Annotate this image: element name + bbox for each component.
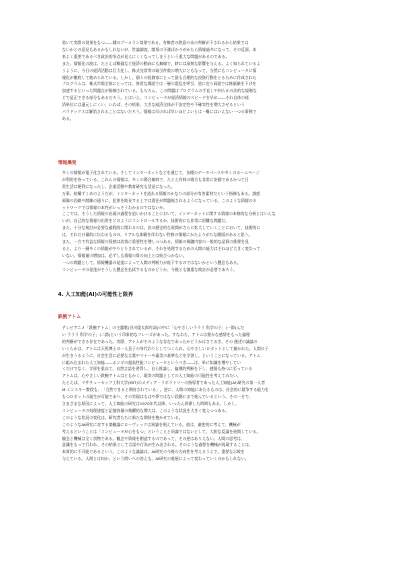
paragraph: ると、より一層多くの情報がやりとりされているが、それを処理するための人間の能力はそれほど大きく変わって bbox=[62, 245, 261, 251]
paragraph: は、それだけ量的に伝わるものの、リアルな体験を伴わない性格の情報にかたよりがちな側面があると思う。 bbox=[62, 232, 253, 238]
paragraph: 意識をもって行われ、その結果として言語や行為が生み出される。そのような過程を機械が再現することは、 bbox=[62, 442, 253, 448]
paragraph: コンピュータの発達がそうした懸念を払拭するものかどうか、今後とも慎重な検討が必要であろう。 bbox=[62, 266, 238, 272]
paragraph: 報化が徹底して進められている。しかし、個々の投資家にとって最も合理的な投資行動をとるために作成された bbox=[62, 74, 257, 80]
intro-text bbox=[58, 40, 354, 123]
paragraph: コンピュータの処理速度と記憶容量の飛躍的な増大は、このような状況を大きく変えつつある。 bbox=[62, 407, 230, 413]
paragraph: 画像の匹敵や開陳の通りに、犯罪を助長する上では責任が問題視されるようになっている。このような情報のネ bbox=[62, 197, 257, 203]
paragraph: が利用を待っている。これらの情報は、多くの場合無料で、たとえ有料の場合も非常に安価であるかつて日 bbox=[62, 176, 249, 182]
paragraph: 的判断ができる存在であった。実際、アトムがそのような存在であったかどうかはさておき、その 後述の議論の bbox=[62, 338, 258, 344]
subheading-astro-boy: 鉄腕アトム bbox=[58, 315, 81, 320]
paragraph: このような状況の変化は、研究者たちに新たな期待を抱かせている。 bbox=[62, 414, 183, 420]
paragraph: い ラララ 科学の子」(二節)という印象的なフレーズがあった。すなわち、アトムは豊かな感情をもった倫理 bbox=[62, 331, 250, 337]
paragraph: もつロボットの誕生が可能であり、その実現はもはや夢ではない段階にまで進んでいるという。その一方で、 bbox=[62, 394, 253, 400]
paragraph: 常生活は便利になったし、企業活動や教育研究も活発になった。 bbox=[62, 183, 175, 189]
paragraph: 効いて実際の効果をもつ――種のブーメラン効果である。有権者の熱意の末の判断が下されるから結果では bbox=[62, 40, 249, 45]
paragraph: いが、自己的な情報の出所をどのようにコントロールするか、技術的にも非常に困難な問題だ。 bbox=[62, 218, 230, 224]
ai-section-text bbox=[58, 325, 354, 463]
paragraph: 万事、結構ずくめのようだが、インターネットを流れる情報のかなりの部分が有害素材だという指摘もある。誘惑 bbox=[62, 190, 261, 196]
paragraph: 観念と機械は全く別物である。観念や情報を創造するのであって、その逆はありえない。人間の思考は、 bbox=[62, 435, 245, 441]
paragraph: たとえば、マサチューセッツ工科大学(MIT)のメディア・ラボラトリーの指導者であった人工知能(AI)研究の第一人者 bbox=[62, 380, 265, 386]
paragraph: テレビアニメ「鉄腕アトム」の主題歌(谷川俊太郎作詞)の中に「心やさしいラララ 科学の子」(一節)んだ bbox=[62, 325, 245, 330]
paragraph: ットワークでは情報の本性がいっそうわかるのではないか。 bbox=[62, 204, 168, 210]
subheading-info-flood: 情報爆発 bbox=[58, 161, 77, 166]
paragraph: くだけでなく、学習を重ねて、自然言語を習得し、自ら推論し、倫理的判断を下し、感情も持つに至っている bbox=[62, 366, 253, 372]
paragraph: さまざまな原因によって、人工知能の研究は1970年代以降、いったん停滞した時期もある。しかし、 bbox=[62, 400, 240, 406]
paragraph: ないかとの意見もあるかもしれないが、世論調査、開票の予測ばかりがかたら情報過多になって、その反面、本 bbox=[62, 46, 257, 52]
paragraph: また、一方で有益な情報の役割は次第に重要性を増しつつある。情報の視聴内容の一般的な品質の推移を見 bbox=[62, 239, 249, 245]
paragraph: プログラムは、株式市場全体にとっては、異常な場面では一層の混乱を呼び、逆に売り局面では株価値を下げを bbox=[62, 81, 257, 87]
paragraph: ある。 bbox=[62, 115, 74, 121]
paragraph: また、十分な検討が必要な過程的に関わるのは、次の歴史的な展開がさらに拡大していくことにおいて、技術的に bbox=[62, 225, 261, 231]
paragraph: ここでは、そうした情報の出現の過程を追いかけることにおいて、インターネットに関する情報の本格的な分析とはいえな bbox=[62, 211, 276, 217]
paragraph: このようなAI研究に対する楽観論にローヴィックは異論を唱えている。彼は、厳密的に考えて、機械が bbox=[62, 421, 241, 427]
paragraph: アトムは、心やさしい鉄腕アトムはともかく、現実の問題としての人工知能の可能性を考えてみたい。 bbox=[62, 373, 241, 379]
section-title: 4. 人工知能(AI)の可能性と限界 bbox=[58, 292, 134, 298]
paragraph: また、情報化の波は、たとえば株価など経済の動向にも無縁で、時には深刻な影響を与える。よく知られているよ bbox=[62, 60, 261, 66]
paragraph: 済単位には還元しにくい、いわば、その結果、大きな経済全体が不安定性や不確実性を増大させるという bbox=[62, 102, 245, 108]
paragraph: パラドックスは解消されることはないだろう。情報は早ければ早いほどよいとは一概にはいえない一つの事例で bbox=[62, 109, 257, 115]
paragraph: 多くの情報が電子化されている。そしてインターネットなどを通じて、各種のデータベースや多くのホームページ bbox=[62, 170, 260, 175]
info-flood-text bbox=[58, 170, 354, 274]
paragraph: 加速するといった問題点が指摘されている。もちろん、この問題はプログラムの手直しや何らかの法的な規制な bbox=[62, 88, 257, 94]
paragraph: 来よく重要であるべき政治的争点が見えにくくなってしまうという重大な問題があるのである。 bbox=[62, 53, 230, 59]
paragraph: 一つの問題として、情報機器の発達によって人間の判断力が低下するのではないかという懸念もある。 bbox=[62, 259, 241, 265]
paragraph: 考えるということは「コンピュータが心をもつ」ということと同義ではないとして、大胆な反論を展開している。 bbox=[62, 428, 261, 434]
paragraph: M.ミンスキー教授も、「当然できると期待されている」。逆に、人間の知能にあたるものは、社会的に競争する能力を bbox=[62, 387, 269, 393]
paragraph: が生きうるように、社会生活に必要な言葉やマナーや審美の基準などを学習し、ということになっている。アトム bbox=[62, 352, 261, 358]
paragraph: に組み込まれた人工知能――ホンダの超高性能コンピュータというべき――は、単に知識を増やしてい bbox=[62, 359, 241, 365]
paragraph: 本質的に不可能であるという。このような議論は、AI研究の今後の方向性を考えるうえで、重要な示唆を bbox=[62, 449, 245, 455]
paragraph: いない。情報量の増加は、必ずしも情報の質の向上とは結びつかない。 bbox=[62, 252, 187, 258]
paragraph: どで是正できる部分もあるだろう。とはいえ、コンピュータが経済情報のスピードを早め――それ自体の経 bbox=[62, 95, 249, 101]
paragraph: うように、今日の経済活動は巨大化し、株式売買等の取引件数の増大にともなって、当然にもコンピュータに情 bbox=[62, 67, 257, 73]
paragraph: 与えている。人間とは何か、という問いへの答えも、AI研究の進展によって変わっていくのかもしれない。 bbox=[62, 456, 249, 462]
paragraph: いくらかは、アトムは天馬博士の一人息子の身代わりとしてつくられ、心やさしいロボットとして描かれた。人間の子 bbox=[62, 345, 269, 351]
